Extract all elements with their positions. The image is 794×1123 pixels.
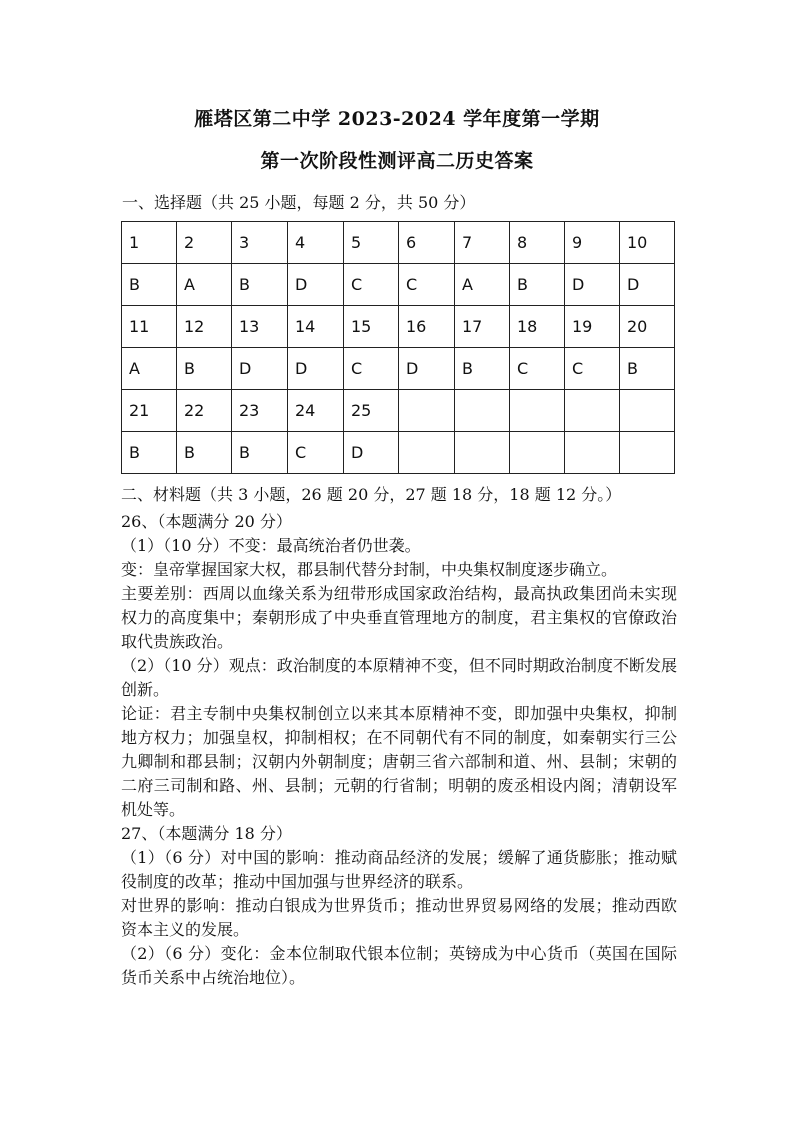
- table-cell: D: [399, 348, 455, 390]
- table-cell: 24: [288, 390, 344, 432]
- table-cell: [399, 390, 455, 432]
- table-cell: D: [232, 348, 288, 390]
- table-cell: 22: [177, 390, 232, 432]
- table-cell: A: [177, 264, 232, 306]
- table-cell: 19: [565, 306, 620, 348]
- table-cell: [620, 432, 675, 474]
- table-cell: B: [232, 432, 288, 474]
- table-cell: [565, 390, 620, 432]
- table-cell: B: [510, 264, 565, 306]
- table-cell: 20: [620, 306, 675, 348]
- answer-paragraph: 主要差别：西周以血缘关系为纽带形成国家政治结构，最高执政集团尚未实现权力的高度集中；秦朝形成了中央垂直管理地方的制度，君主集权的官僚政治取代贵族政治。: [121, 584, 677, 651]
- table-cell: B: [177, 432, 232, 474]
- table-cell: 6: [399, 222, 455, 264]
- table-cell: A: [455, 264, 510, 306]
- choice-answer-table: [121, 221, 675, 474]
- table-cell: B: [620, 348, 675, 390]
- table-cell: B: [122, 264, 177, 306]
- table-cell: D: [288, 264, 344, 306]
- table-row: [122, 348, 675, 390]
- table-cell: 8: [510, 222, 565, 264]
- material-section-heading: 二、材料题（共 3 小题，26 题 20 分，27 题 18 分，18 题 12 分。）: [121, 485, 622, 504]
- table-cell: 25: [344, 390, 399, 432]
- table-cell: [620, 390, 675, 432]
- question-27-heading: 27、（本题满分 18 分）: [121, 824, 292, 843]
- material-section: [121, 483, 677, 990]
- table-cell: B: [122, 432, 177, 474]
- table-row: [122, 390, 675, 432]
- table-cell: [565, 432, 620, 474]
- table-cell: 23: [232, 390, 288, 432]
- question-26-heading: 26、（本题满分 20 分）: [121, 512, 292, 531]
- table-cell: [455, 390, 510, 432]
- table-row: [122, 264, 675, 306]
- table-cell: C: [399, 264, 455, 306]
- table-cell: B: [177, 348, 232, 390]
- table-cell: 14: [288, 306, 344, 348]
- table-cell: 10: [620, 222, 675, 264]
- table-row: [122, 432, 675, 474]
- table-cell: A: [122, 348, 177, 390]
- table-cell: C: [288, 432, 344, 474]
- answer-paragraph: （1）（10 分）不变：最高统治者仍世袭。: [121, 536, 421, 555]
- answer-paragraph: 变：皇帝掌握国家大权，郡县制代替分封制，中央集权制度逐步确立。: [121, 560, 618, 579]
- table-cell: 18: [510, 306, 565, 348]
- table-cell: 1: [122, 222, 177, 264]
- table-cell: 16: [399, 306, 455, 348]
- table-row: [122, 306, 675, 348]
- table-row: [122, 222, 675, 264]
- table-cell: [399, 432, 455, 474]
- table-cell: 11: [122, 306, 177, 348]
- table-cell: 2: [177, 222, 232, 264]
- table-cell: C: [344, 264, 399, 306]
- table-cell: C: [510, 348, 565, 390]
- table-cell: 5: [344, 222, 399, 264]
- table-cell: D: [620, 264, 675, 306]
- table-cell: C: [565, 348, 620, 390]
- table-cell: B: [232, 264, 288, 306]
- answer-paragraph: 对世界的影响：推动白银成为世界货币；推动世界贸易网络的发展；推动西欧资本主义的发展。: [121, 896, 677, 939]
- table-cell: 3: [232, 222, 288, 264]
- table-cell: D: [565, 264, 620, 306]
- table-cell: [455, 432, 510, 474]
- answer-paragraph: （2）（6 分）变化：金本位制取代银本位制；英镑成为中心货币（英国在国际货币关系中占统治地位）。: [121, 944, 677, 987]
- choice-section-heading: 一、选择题（共 25 小题，每题 2 分，共 50 分）: [122, 193, 476, 212]
- table-cell: D: [288, 348, 344, 390]
- table-cell: 21: [122, 390, 177, 432]
- table-cell: [510, 390, 565, 432]
- school-term-title: 雁塔区第二中学 2023-2024 学年度第一学期: [194, 108, 600, 130]
- exam-answer-title: 第一次阶段性测评高二历史答案: [260, 150, 534, 172]
- table-cell: 17: [455, 306, 510, 348]
- answer-paragraph: 论证：君主专制中央集权制创立以来其本原精神不变，即加强中央集权，抑制地方权力；加强皇权，抑制相权；在不同朝代有不同的制度，如秦朝实行三公九卿制和郡县制；汉朝内外朝制度；唐朝三省六部制和道、州、县制；宋朝的二府三司制和路、州、县制；元朝的行省制；明朝的废丞相设内阁；清朝设军机处等。: [121, 704, 677, 819]
- table-cell: C: [344, 348, 399, 390]
- table-cell: [510, 432, 565, 474]
- answer-paragraph: （1）（6 分）对中国的影响：推动商品经济的发展；缓解了通货膨胀；推动赋役制度的改革；推动中国加强与世界经济的联系。: [121, 848, 677, 891]
- table-cell: 9: [565, 222, 620, 264]
- table-cell: B: [455, 348, 510, 390]
- table-cell: D: [344, 432, 399, 474]
- table-cell: 7: [455, 222, 510, 264]
- table-cell: 4: [288, 222, 344, 264]
- table-cell: 15: [344, 306, 399, 348]
- table-cell: 13: [232, 306, 288, 348]
- answer-paragraph: （2）（10 分）观点：政治制度的本原精神不变，但不同时期政治制度不断发展创新。: [121, 656, 677, 699]
- table-cell: 12: [177, 306, 232, 348]
